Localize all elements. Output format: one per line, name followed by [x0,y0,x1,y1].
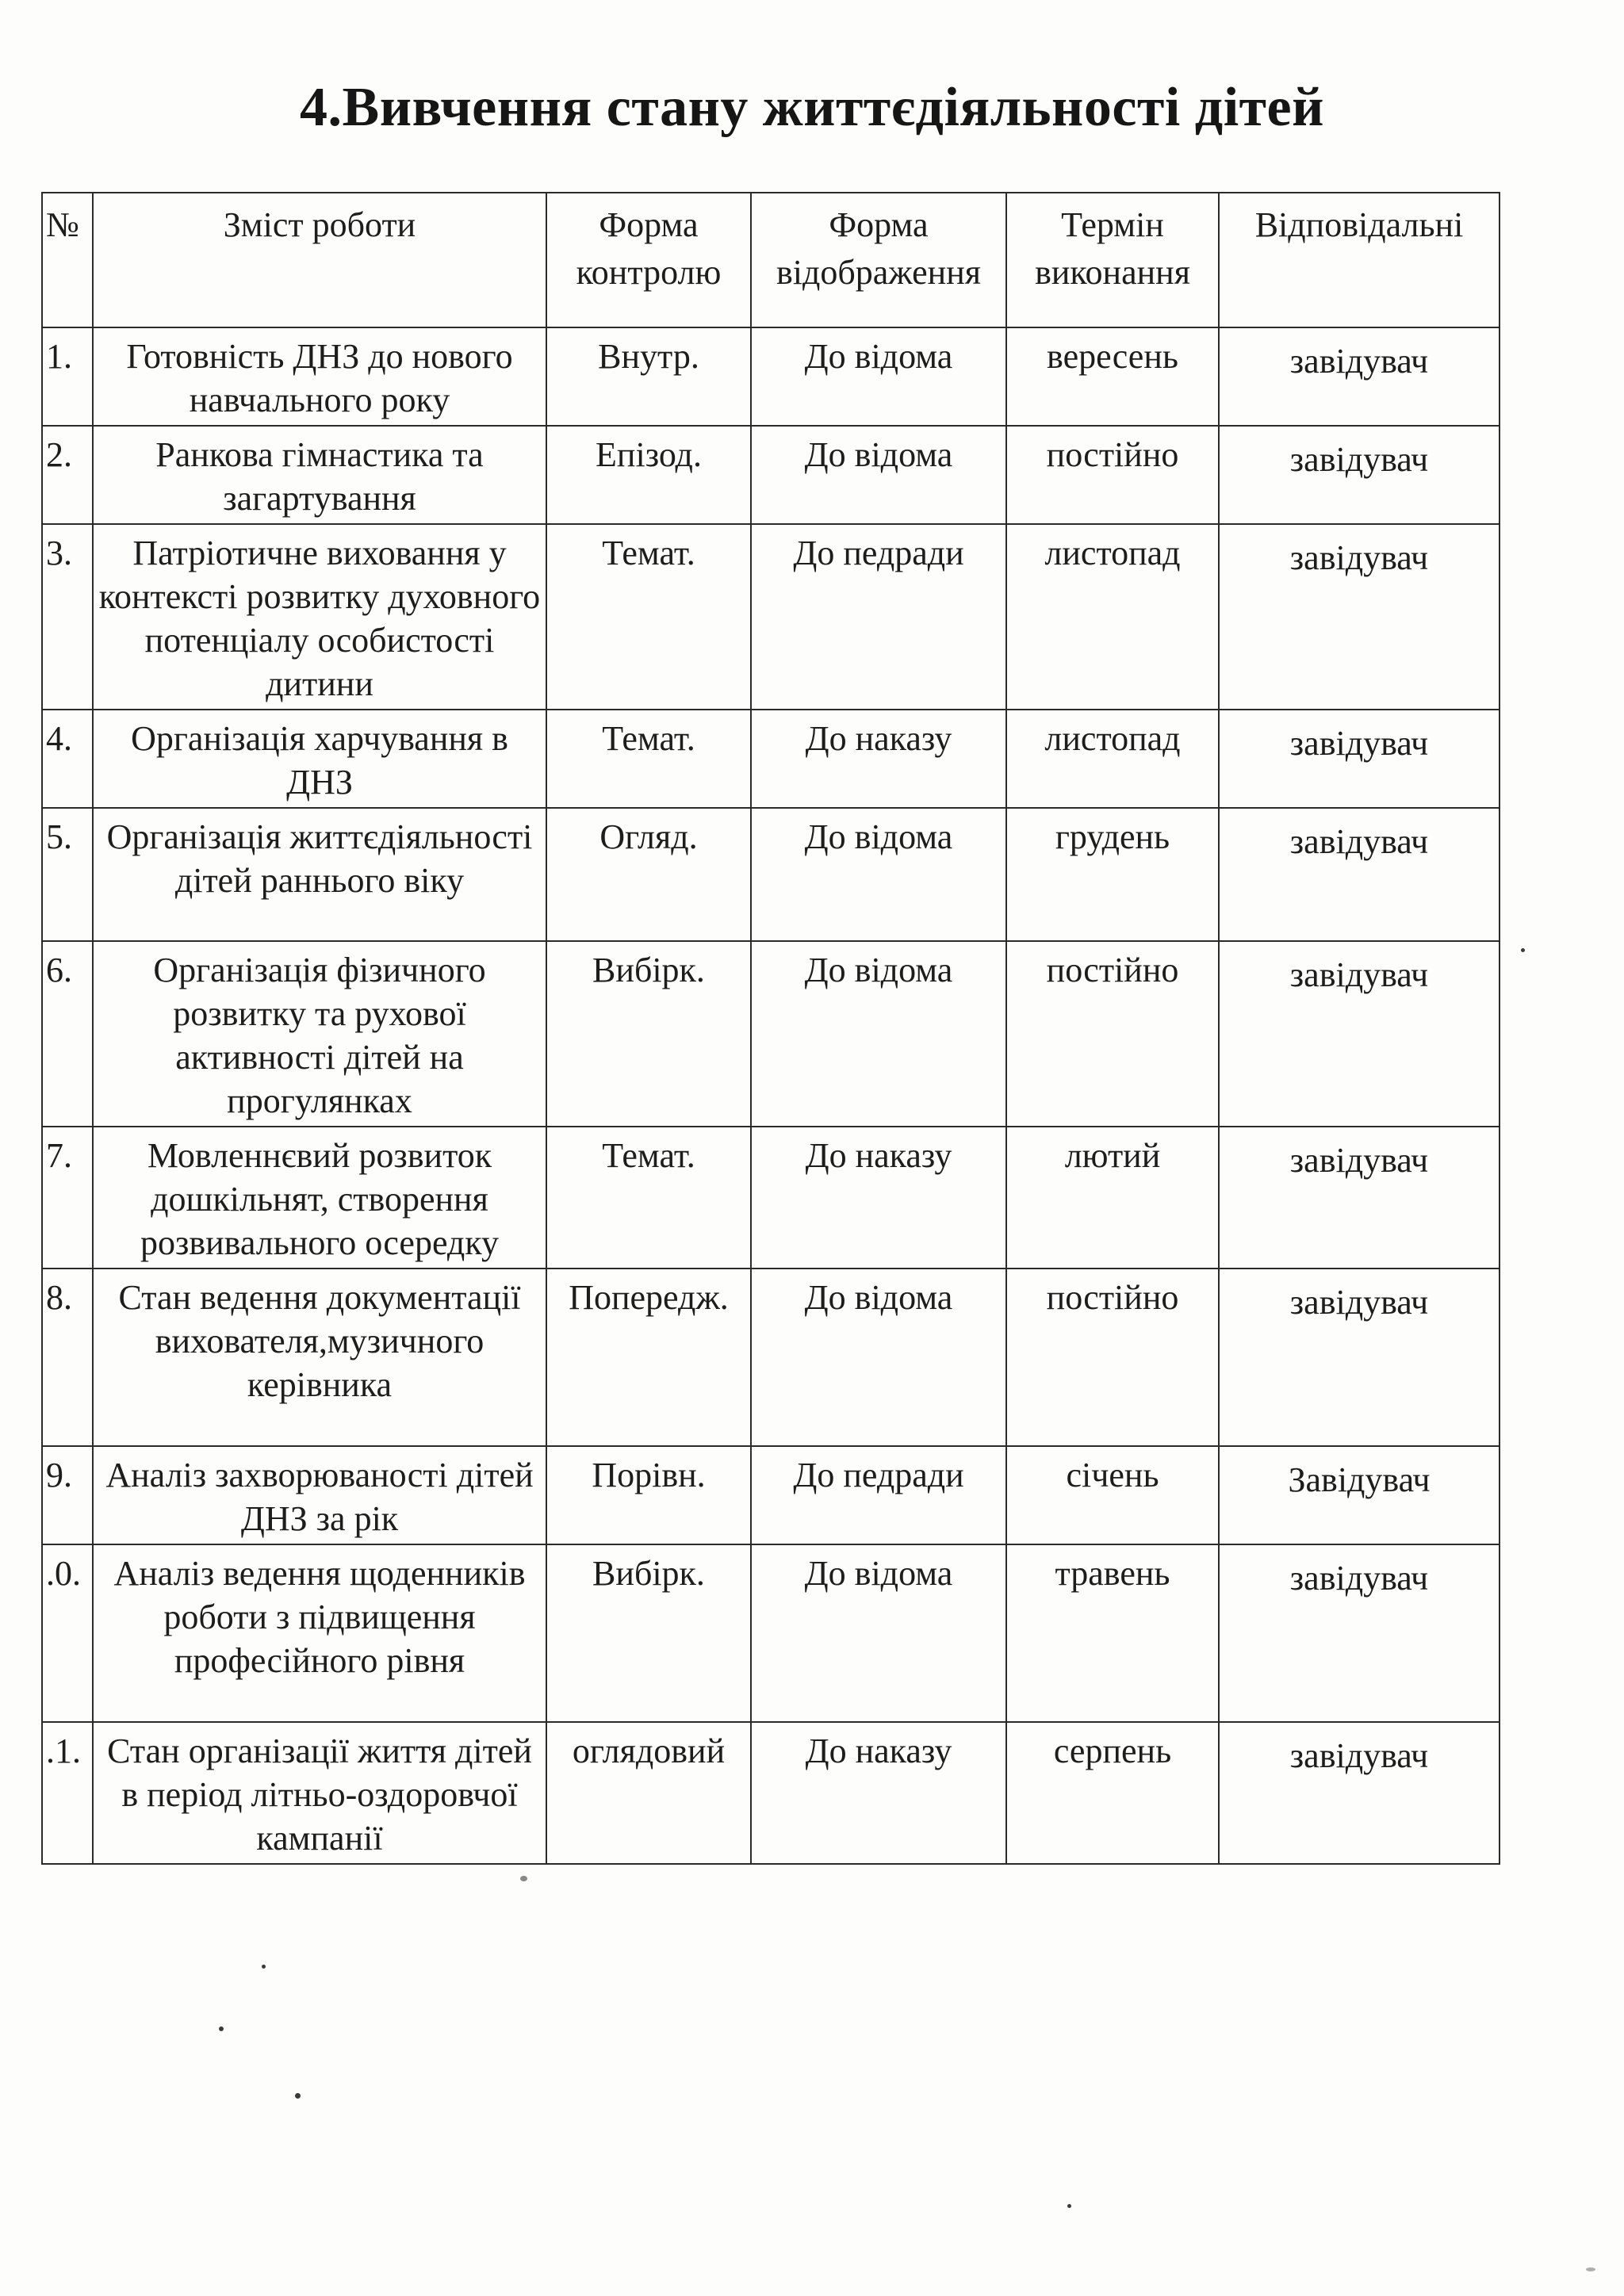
row-content: Ранкова гімнастика та загартування [93,426,546,524]
row-responsible: завідувач [1219,426,1500,524]
scan-speck [520,1876,527,1881]
row-term: серпень [1006,1722,1219,1864]
row-responsible: Завідувач [1219,1446,1500,1544]
row-number: 5. [42,808,93,941]
row-responsible: завідувач [1219,1127,1500,1269]
header-responsible: Відповідальні [1219,193,1500,327]
row-display-form: До відома [751,941,1006,1127]
row-control-form: Темат. [546,710,751,808]
row-term: грудень [1006,808,1219,941]
scan-speck [219,2026,224,2031]
row-term: листопад [1006,524,1219,710]
row-number: .0. [42,1544,93,1722]
row-number: 4. [42,710,93,808]
header-display-form: Форма відображення [751,193,1006,327]
row-term: листопад [1006,710,1219,808]
row-responsible: завідувач [1219,1269,1500,1446]
row-display-form: До відома [751,327,1006,426]
row-control-form: Порівн. [546,1446,751,1544]
table-row [42,327,1500,426]
table-row [42,941,1500,1127]
row-term: постійно [1006,426,1219,524]
row-content: Стан ведення документації вихователя,музичного керівника [93,1269,546,1446]
row-display-form: До відома [751,808,1006,941]
table-row [42,710,1500,808]
row-display-form: До наказу [751,1127,1006,1269]
row-responsible: завідувач [1219,327,1500,426]
table-row [42,1544,1500,1722]
page-title: 4.Вивчення стану життєдіяльності дітей [300,77,1324,138]
row-display-form: До відома [751,426,1006,524]
row-content: Стан організації життя дітей в період літньо-оздоровчої кампанії [93,1722,546,1864]
header-num: № [42,193,93,327]
row-number: 7. [42,1127,93,1269]
row-display-form: До педради [751,1446,1006,1544]
row-content: Аналіз ведення щоденників роботи з підвищення професійного рівня [93,1544,546,1722]
header-content: Зміст роботи [93,193,546,327]
header-term: Термін виконання [1006,193,1219,327]
row-term: постійно [1006,1269,1219,1446]
row-display-form: До відома [751,1269,1006,1446]
row-responsible: завідувач [1219,1544,1500,1722]
row-content: Мовленнєвий розвиток дошкільнят, створення розвивального осередку [93,1127,546,1269]
row-content: Готовність ДНЗ до нового навчального року [93,327,546,426]
row-number: 1. [42,327,93,426]
row-term: постійно [1006,941,1219,1127]
row-number: 3. [42,524,93,710]
row-responsible: завідувач [1219,941,1500,1127]
row-number: 2. [42,426,93,524]
table-row [42,1446,1500,1544]
row-content: Аналіз захворюваності дітей ДНЗ за рік [93,1446,546,1544]
table-header-row [42,193,1500,327]
row-term: травень [1006,1544,1219,1722]
row-display-form: До наказу [751,1722,1006,1864]
row-number: 6. [42,941,93,1127]
table-row [42,808,1500,941]
table-row [42,1127,1500,1269]
row-term: січень [1006,1446,1219,1544]
row-control-form: Темат. [546,1127,751,1269]
row-control-form: Внутр. [546,327,751,426]
row-responsible: завідувач [1219,524,1500,710]
row-control-form: Вибірк. [546,941,751,1127]
table-row [42,524,1500,710]
scan-speck [262,1965,266,1969]
scan-speck [1067,2204,1071,2208]
row-control-form: Епізод. [546,426,751,524]
row-display-form: До відома [751,1544,1006,1722]
row-display-form: До наказу [751,710,1006,808]
row-control-form: Огляд. [546,808,751,941]
table-row [42,1722,1500,1864]
scan-speck [1521,948,1525,952]
row-term: лютий [1006,1127,1219,1269]
table-row [42,426,1500,524]
row-responsible: завідувач [1219,808,1500,941]
row-control-form: Попередж. [546,1269,751,1446]
row-responsible: завідувач [1219,1722,1500,1864]
row-content: Організація життєдіяльності дітей раннього віку [93,808,546,941]
row-display-form: До педради [751,524,1006,710]
row-control-form: Вибірк. [546,1544,751,1722]
header-control-form: Форма контролю [546,193,751,327]
row-number: .1. [42,1722,93,1864]
scan-speck [1586,2267,1595,2271]
control-plan-table [41,192,1500,1865]
row-content: Організація фізичного розвитку та рухової активності дітей на прогулянках [93,941,546,1127]
row-number: 8. [42,1269,93,1446]
row-number: 9. [42,1446,93,1544]
row-term: вересень [1006,327,1219,426]
row-content: Організація харчування в ДНЗ [93,710,546,808]
row-control-form: оглядовий [546,1722,751,1864]
row-control-form: Темат. [546,524,751,710]
row-content: Патріотичне виховання у контексті розвитку духовного потенціалу особистості дитини [93,524,546,710]
scan-speck [295,2093,301,2099]
table-row [42,1269,1500,1446]
row-responsible: завідувач [1219,710,1500,808]
